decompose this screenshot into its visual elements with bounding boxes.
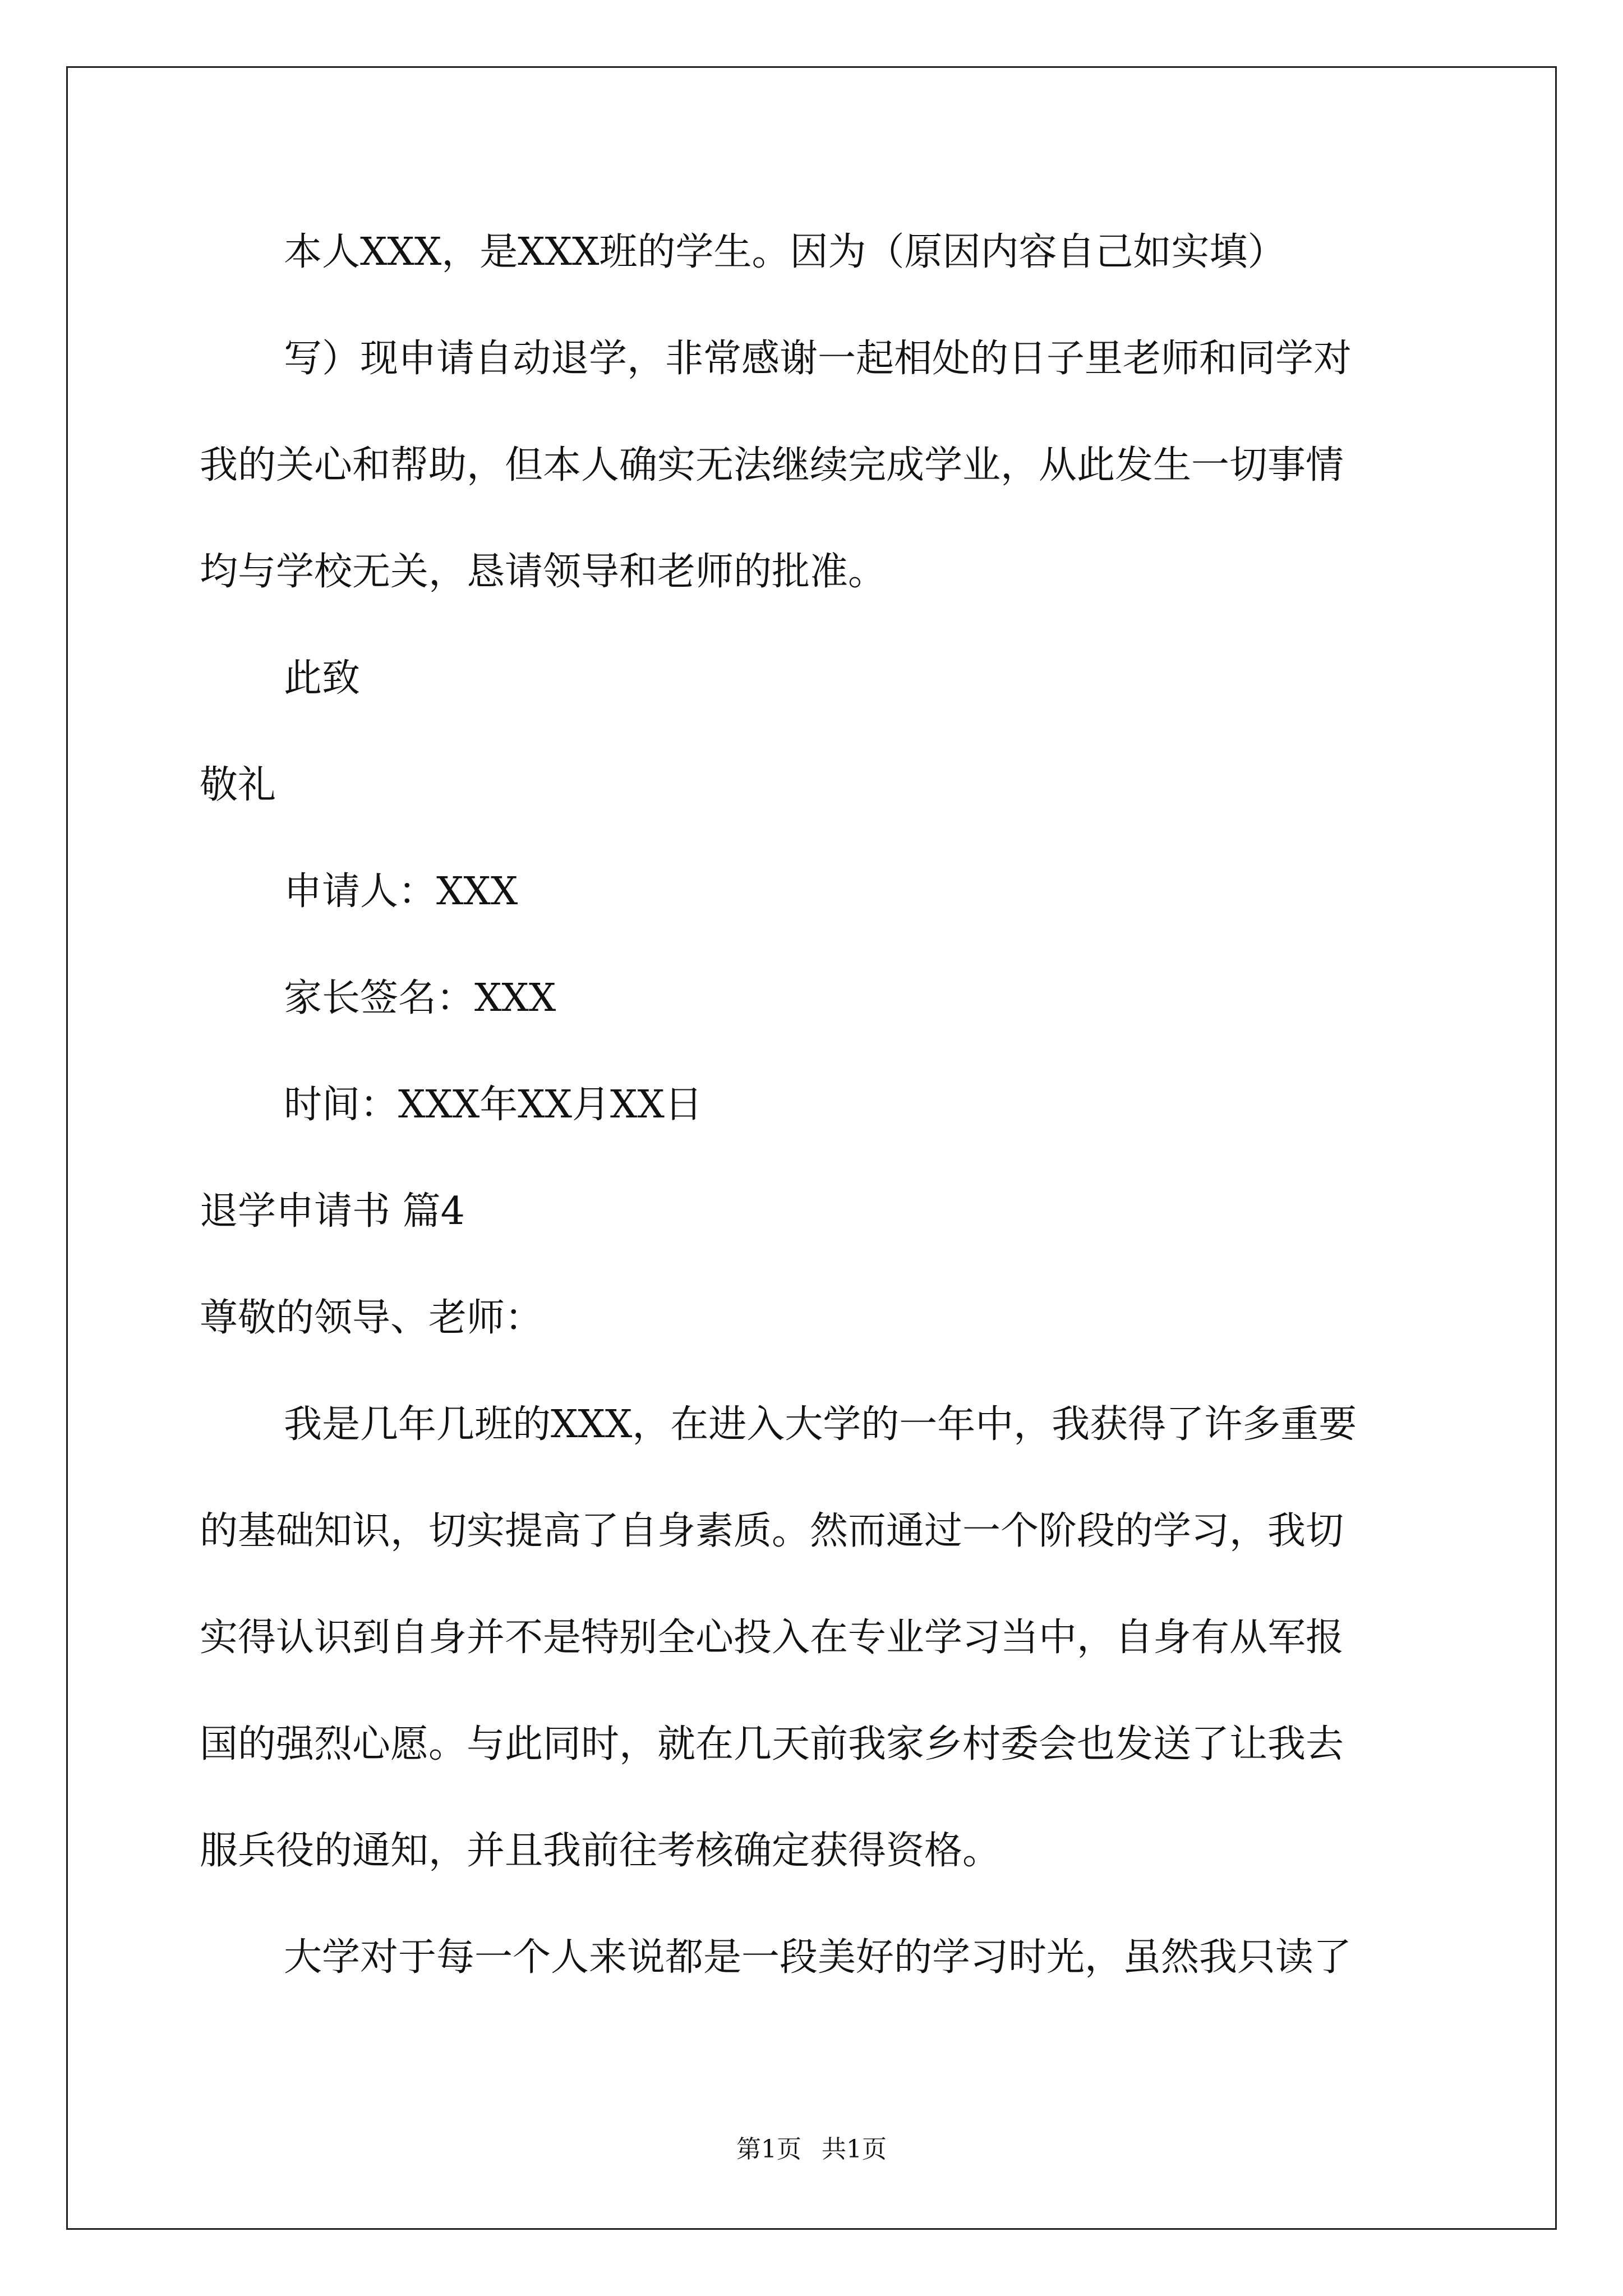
section-heading: 退学申请书 篇4 — [200, 1189, 465, 1234]
text-line: 均与学校无关，恳请领导和老师的批准。 — [200, 550, 887, 594]
date-line: 时间：XXX年XX月XX日 — [284, 1083, 703, 1127]
applicant-line: 申请人：XXX — [284, 869, 518, 914]
page-number: 第1页 — [736, 2135, 801, 2164]
text-line: 我的关心和帮助，但本人确实无法继续完成学业，从此发生一切事情 — [200, 443, 1344, 487]
parent-signature-line: 家长签名：XXX — [284, 976, 556, 1020]
closing-line: 此致 — [284, 656, 361, 701]
document-body — [200, 219, 1426, 2031]
greeting-line: 尊敬的领导、老师： — [200, 1296, 543, 1340]
text-line: 写）现申请自动退学，非常感谢一起相处的日子里老师和同学对 — [284, 337, 1352, 381]
text-line: 国的强烈心愿。与此同时，就在几天前我家乡村委会也发送了让我去 — [200, 1722, 1344, 1766]
page-footer — [0, 2129, 1623, 2165]
salutation-line: 敬礼 — [200, 763, 276, 807]
text-line: 我是几年几班的XXX，在进入大学的一年中，我获得了许多重要 — [284, 1402, 1357, 1447]
text-line: 实得认识到自身并不是特别全心投入在专业学习当中，自身有从军报 — [200, 1616, 1344, 1660]
text-line: 服兵役的通知，并且我前往考核确定获得资格。 — [200, 1829, 1001, 1873]
text-line: 大学对于每一个人来说都是一段美好的学习时光，虽然我只读了 — [284, 1935, 1352, 1980]
text-line: 的基础知识，切实提高了自身素质。然而通过一个阶段的学习，我切 — [200, 1509, 1344, 1553]
page-total: 共1页 — [822, 2135, 887, 2164]
text-line: 本人XXX，是XXX班的学生。因为（原因内容自己如实填） — [284, 230, 1286, 274]
